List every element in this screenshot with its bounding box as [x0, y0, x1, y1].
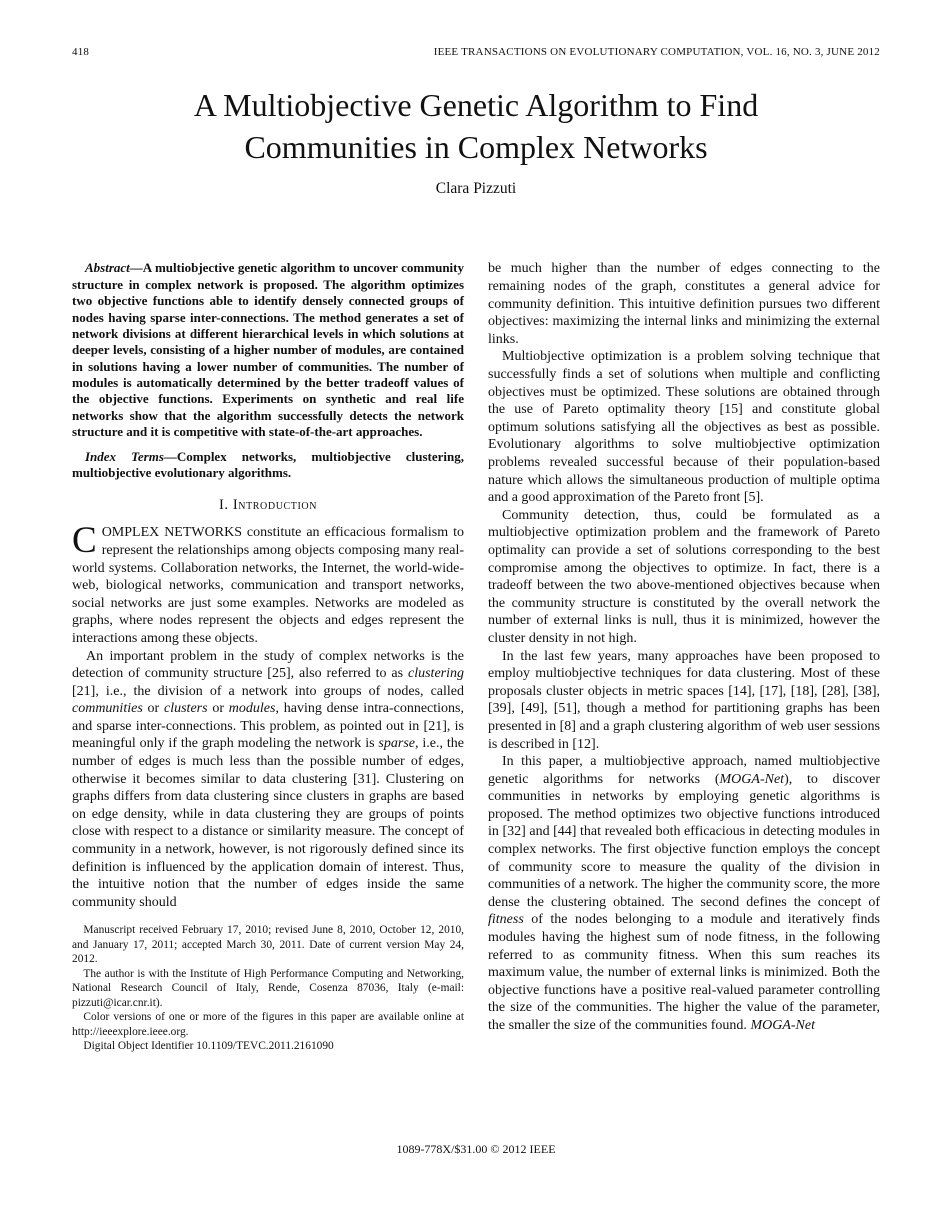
copyright-footer: 1089-778X/$31.00 © 2012 IEEE: [396, 1142, 556, 1156]
page-number: 418: [72, 46, 90, 58]
footnote-author-affiliation: The author is with the Institute of High Performance Computing and Networking, National Research Council of Italy, Rende, Cosenza 87036, Italy (e-mail: pizzuti@icar.cnr.it).: [72, 967, 464, 1009]
intro-paragraph-2: An important problem in the study of complex networks is the detection of community structure [25], also referred to as clustering [21], i.e., the division of a network into groups of nodes, called communities or clusters or modules, having dense intra-connections, and sparse inter-connections. This problem, as pointed out in [21], is meaningful only if the graph modeling the network is sparse, i.e., the number of edges is much less than the possible number of edges, otherwise it becomes similar to data clustering [31]. Clustering on graphs differs from data clustering since clusters in graphs are based on edge density, while in data clustering they are groups of points close with respect to a distance or similarity measure. The concept of community in a network, however, is not rigorously defined since its definition is influenced by the application domain of interest. Thus, the intuitive notion that the number of edges inside the same community should: [72, 648, 464, 910]
intro-paragraph-1: [72, 520, 464, 647]
footnote-doi: Digital Object Identifier 10.1109/TEVC.2011.2161090: [83, 1040, 334, 1053]
left-column: [72, 260, 464, 1053]
right-paragraph-3: Community detection, thus, could be formulated as a multiobjective optimization problem and the framework of Pareto optimality can provide a set of solutions corresponding to the best compromise among the objectives to optimize. In fact, there is a tradeoff between the two above-mentioned objectives because when the community structure is constituted by the overall network the number of external links is null, thus it is minimized, however the cluster density in not high.: [488, 507, 880, 646]
first-page-footnote: [72, 923, 464, 1053]
author-name: Clara Pizzuti: [435, 180, 517, 198]
footnote-manuscript-history: Manuscript received February 17, 2010; revised June 8, 2010, October 12, 2010, and January 17, 2011; accepted March 30, 2011. Date of current version May 24, 2012.: [72, 924, 464, 966]
running-head: [72, 46, 880, 58]
right-column: [488, 260, 880, 1053]
intro-paragraph-1-text: OMPLEX NETWORKS constitute an efficacious formalism to represent the relationships among objects composing many real-world systems. Collaboration networks, the Internet, the world-wide-web, biological networks, communication and transport networks, social networks are just some examples. Networks are modeled as graphs, where nodes represent the objects and edges represent the interactions among these objects.: [72, 525, 464, 646]
right-paragraph-5: In this paper, a multiobjective approach, named multiobjective genetic algorithms for networks (MOGA-Net), to discover communities in networks by employing genetic algorithms is proposed. The method optimizes two objective functions introduced in [32] and [44] that revealed both efficacious in detecting modules in complex networks. The first objective function employs the concept of community score to measure the quality of the division in communities of a network. The higher the community score, the more dense the clustering obtained. The second defines the concept of fitness of the nodes belonging to a module and iteratively finds modules having the highest sum of node fitness, in the following referred to as community fitness. When this sum reaches its maximum value, the number of external links is minimized. Both the objective functions have a positive real-valued parameter controlling the size of the communities. The higher the value of the parameter, the smaller the size of the communities found. MOGA-Net: [488, 754, 880, 1033]
paper-title: A Multiobjective Genetic Algorithm to Find Communities in Complex Networks: [193, 87, 759, 166]
abstract-text: A multiobjective genetic algorithm to uncover community structure in complex network is proposed. The algorithm optimizes two objective functions able to identify densely connected groups of nodes having sparse inter-connections. The method generates a set of network divisions at different hierarchical levels in which solutions at deeper levels, consisting of a higher number of modules, are contained in solutions having a lower number of communities. The number of modules is automatically determined by the better tradeoff values of the objective functions. Experiments on synthetic and real life networks show that the algorithm successfully detects the network structure and it is competitive with state-of-the-art approaches.: [72, 260, 464, 440]
abstract-label: Abstract—: [85, 260, 143, 276]
index-terms-text: Complex networks, multiobjective clustering, multiobjective evolutionary algorithms.: [72, 448, 464, 480]
abstract-paragraph: [72, 260, 464, 440]
two-column-body: [72, 260, 880, 1053]
title-block: [72, 84, 880, 198]
journal-header: IEEE TRANSACTIONS ON EVOLUTIONARY COMPUTATION, VOL. 16, NO. 3, JUNE 2012: [433, 46, 880, 58]
index-terms-paragraph: [72, 449, 464, 482]
index-terms-label: Index Terms—: [85, 448, 177, 464]
section-heading-introduction: I. Introduction: [218, 497, 318, 514]
footnote-color-versions: Color versions of one or more of the figures in this paper are available online at http://ieeexplore.ieee.org.: [72, 1011, 464, 1038]
dropcap-letter: C: [72, 520, 97, 562]
right-paragraph-1: be much higher than the number of edges connecting to the remaining nodes of the graph, constitutes a general advice for community definition. This intuitive definition pursues two different objectives: maximizing the internal links and minimizing the external links.: [488, 261, 880, 347]
right-paragraph-4: In the last few years, many approaches have been proposed to employ multiobjective techniques for data clustering. Most of these proposals cluster objects in metric spaces [14], [17], [18], [28], [38], [39], [49], [51], though a method for partitioning graphs has been presented in [8] and a graph clustering algorithm of web user sessions is described in [12].: [488, 648, 880, 752]
right-paragraph-2: Multiobjective optimization is a problem solving technique that successfully finds a set of solutions when multiple and conflicting objectives must be optimized. These solutions are obtained through the use of Pareto optimality theory [15] and constitute global optimum solutions satisfying all the objectives as best as possible. Evolutionary algorithms to solve multiobjective optimization problems revealed successful because of their population-based nature which allows the simultaneous production of multiple optima and a good approximation of the Pareto front [5].: [488, 349, 880, 506]
